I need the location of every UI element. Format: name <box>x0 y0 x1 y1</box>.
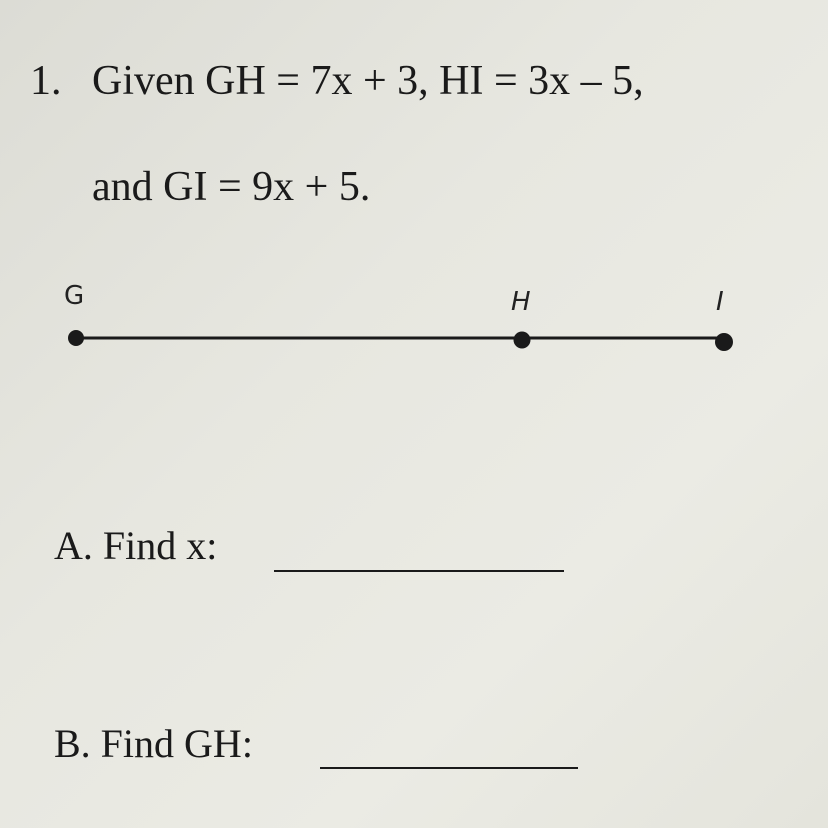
problem-statement-line-2: and GI = 9x + 5. <box>92 164 371 210</box>
segment-diagram <box>0 270 828 370</box>
question-b: B. Find GH: <box>54 721 253 766</box>
point-g-dot <box>68 330 84 346</box>
problem-statement-line-1: Given GH = 7x + 3, HI = 3x – 5, <box>92 58 644 104</box>
problem-number: 1. <box>30 58 62 104</box>
question-a: A. Find x: <box>54 523 218 568</box>
point-h-label: H <box>511 287 531 317</box>
point-i-dot <box>715 333 733 351</box>
point-g-label: G <box>64 281 85 311</box>
answer-blank-a[interactable] <box>274 570 564 572</box>
point-i-label: I <box>716 287 724 317</box>
answer-blank-b[interactable] <box>320 767 578 769</box>
point-h-dot <box>514 332 531 349</box>
